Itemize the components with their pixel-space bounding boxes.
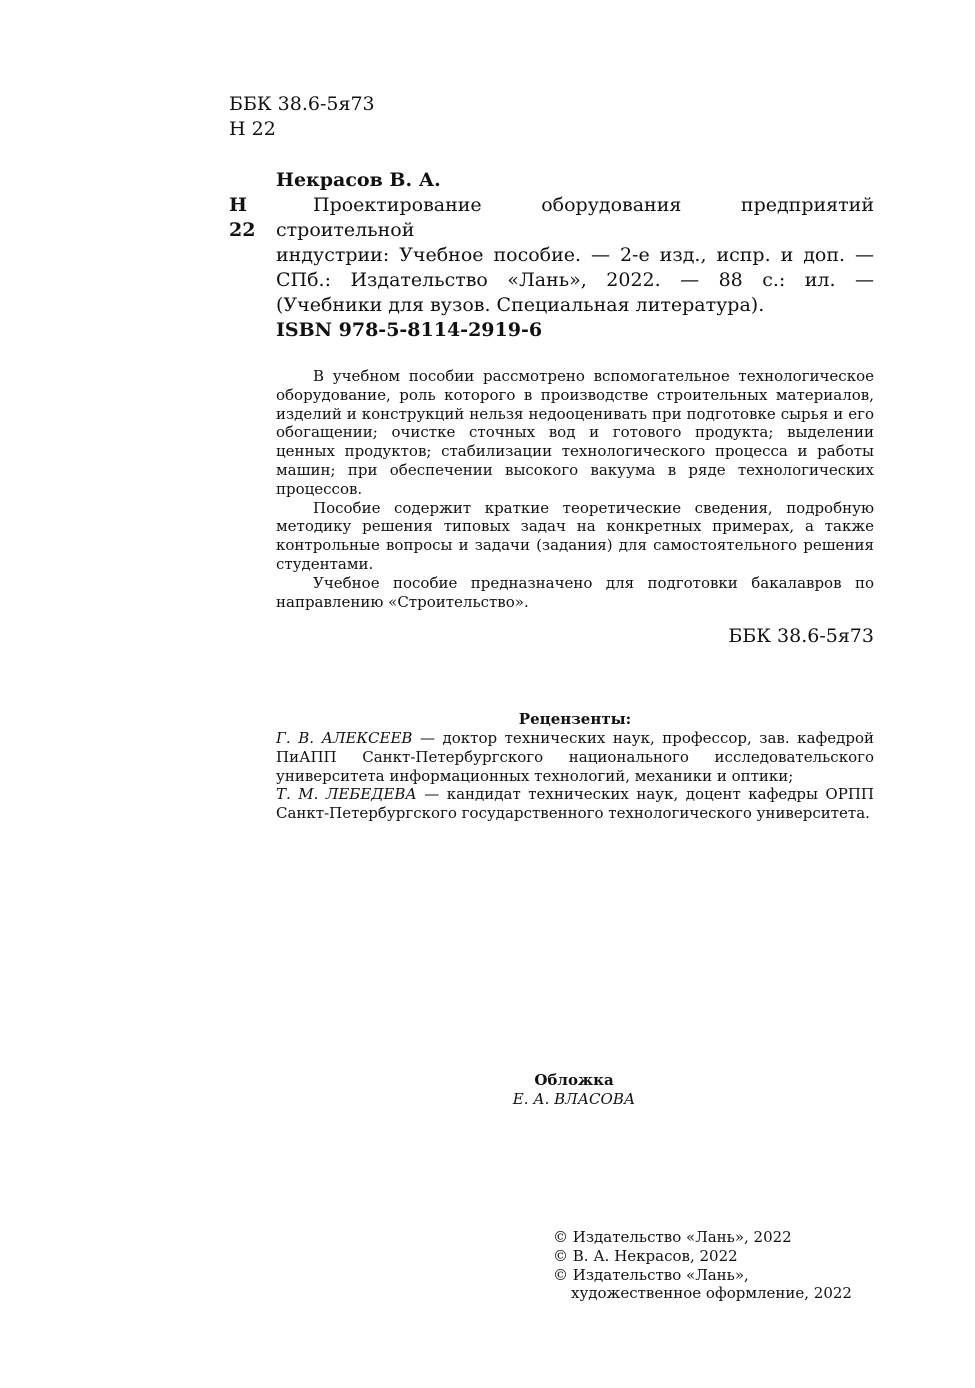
reviewer-description: — кандидат технических наук, доцент кафедры ОРПП Санкт-Петербургского государственного технологического университета. — [276, 785, 874, 823]
reviewer-entry — [276, 729, 874, 785]
copyright-line: © Издательство «Лань», 2022 — [553, 1228, 792, 1246]
author-name: Некрасов В. А. — [276, 169, 441, 191]
copyright-block — [553, 1228, 933, 1303]
bibliographic-description — [276, 193, 874, 318]
copyright-line-continuation: художественное оформление, 2022 — [571, 1284, 852, 1303]
isbn: ISBN 978-5-8114-2919-6 — [276, 319, 543, 341]
copyright-line: © Издательство «Лань», — [553, 1265, 749, 1284]
reviewers-heading: Рецензенты: — [518, 710, 632, 728]
abstract — [276, 367, 874, 611]
bbk-index-right: ББК 38.6-5я73 — [728, 625, 874, 647]
classification-block — [229, 92, 529, 142]
reviewer-entry — [276, 785, 874, 823]
author-mark: Н 22 — [229, 118, 276, 140]
reviewer-description: — доктор технических наук, профессор, зав. кафедрой ПиАПП Санкт-Петербургского национального исследовательского университета информационных технологий, механики и оптики; — [276, 729, 874, 785]
abstract-paragraph: Пособие содержит краткие теоретические сведения, подробную методику решения типовых задач на конкретных примерах, а также контрольные вопросы и задачи (задания) для самостоятельного решения студентами. — [276, 498, 874, 573]
cover-credit — [374, 1071, 774, 1109]
description-text: индустрии: Учебное пособие. — 2-е изд., испр. и доп. — СПб.: Издательство «Лань», 2022. — 88 с.: ил. — (Учебники для вузов. Специальная литература). — [276, 244, 874, 316]
abstract-paragraph: В учебном пособии рассмотрено вспомогательное технологическое оборудование, роль которого в производстве строительных материалов, изделий и конструкций нельзя недооценивать при подготовке сырья и его обогащении; очистке сточных вод и готового продукта; выделении ценных продуктов; стабилизации технологического процесса и работы машин; при обеспечении высокого вакуума в ряде технологических процессов. — [276, 367, 874, 498]
title-first-line: Проектирование оборудования предприятий строительной — [276, 194, 874, 241]
bbk-index: ББК 38.6-5я73 — [229, 93, 375, 115]
abstract-paragraph: Учебное пособие предназначено для подготовки бакалавров по направлению «Строительство». — [276, 573, 874, 611]
reviewer-name: Г. В. АЛЕКСЕЕВ — [276, 729, 413, 747]
copyright-line: © В. А. Некрасов, 2022 — [553, 1246, 738, 1265]
record-author-mark: Н 22 — [229, 194, 256, 241]
reviewers-list — [276, 729, 874, 823]
cover-designer: Е. А. ВЛАСОВА — [512, 1089, 636, 1108]
cover-heading: Обложка — [534, 1071, 614, 1089]
reviewer-name: Т. М. ЛЕБЕДЕВА — [276, 785, 417, 804]
